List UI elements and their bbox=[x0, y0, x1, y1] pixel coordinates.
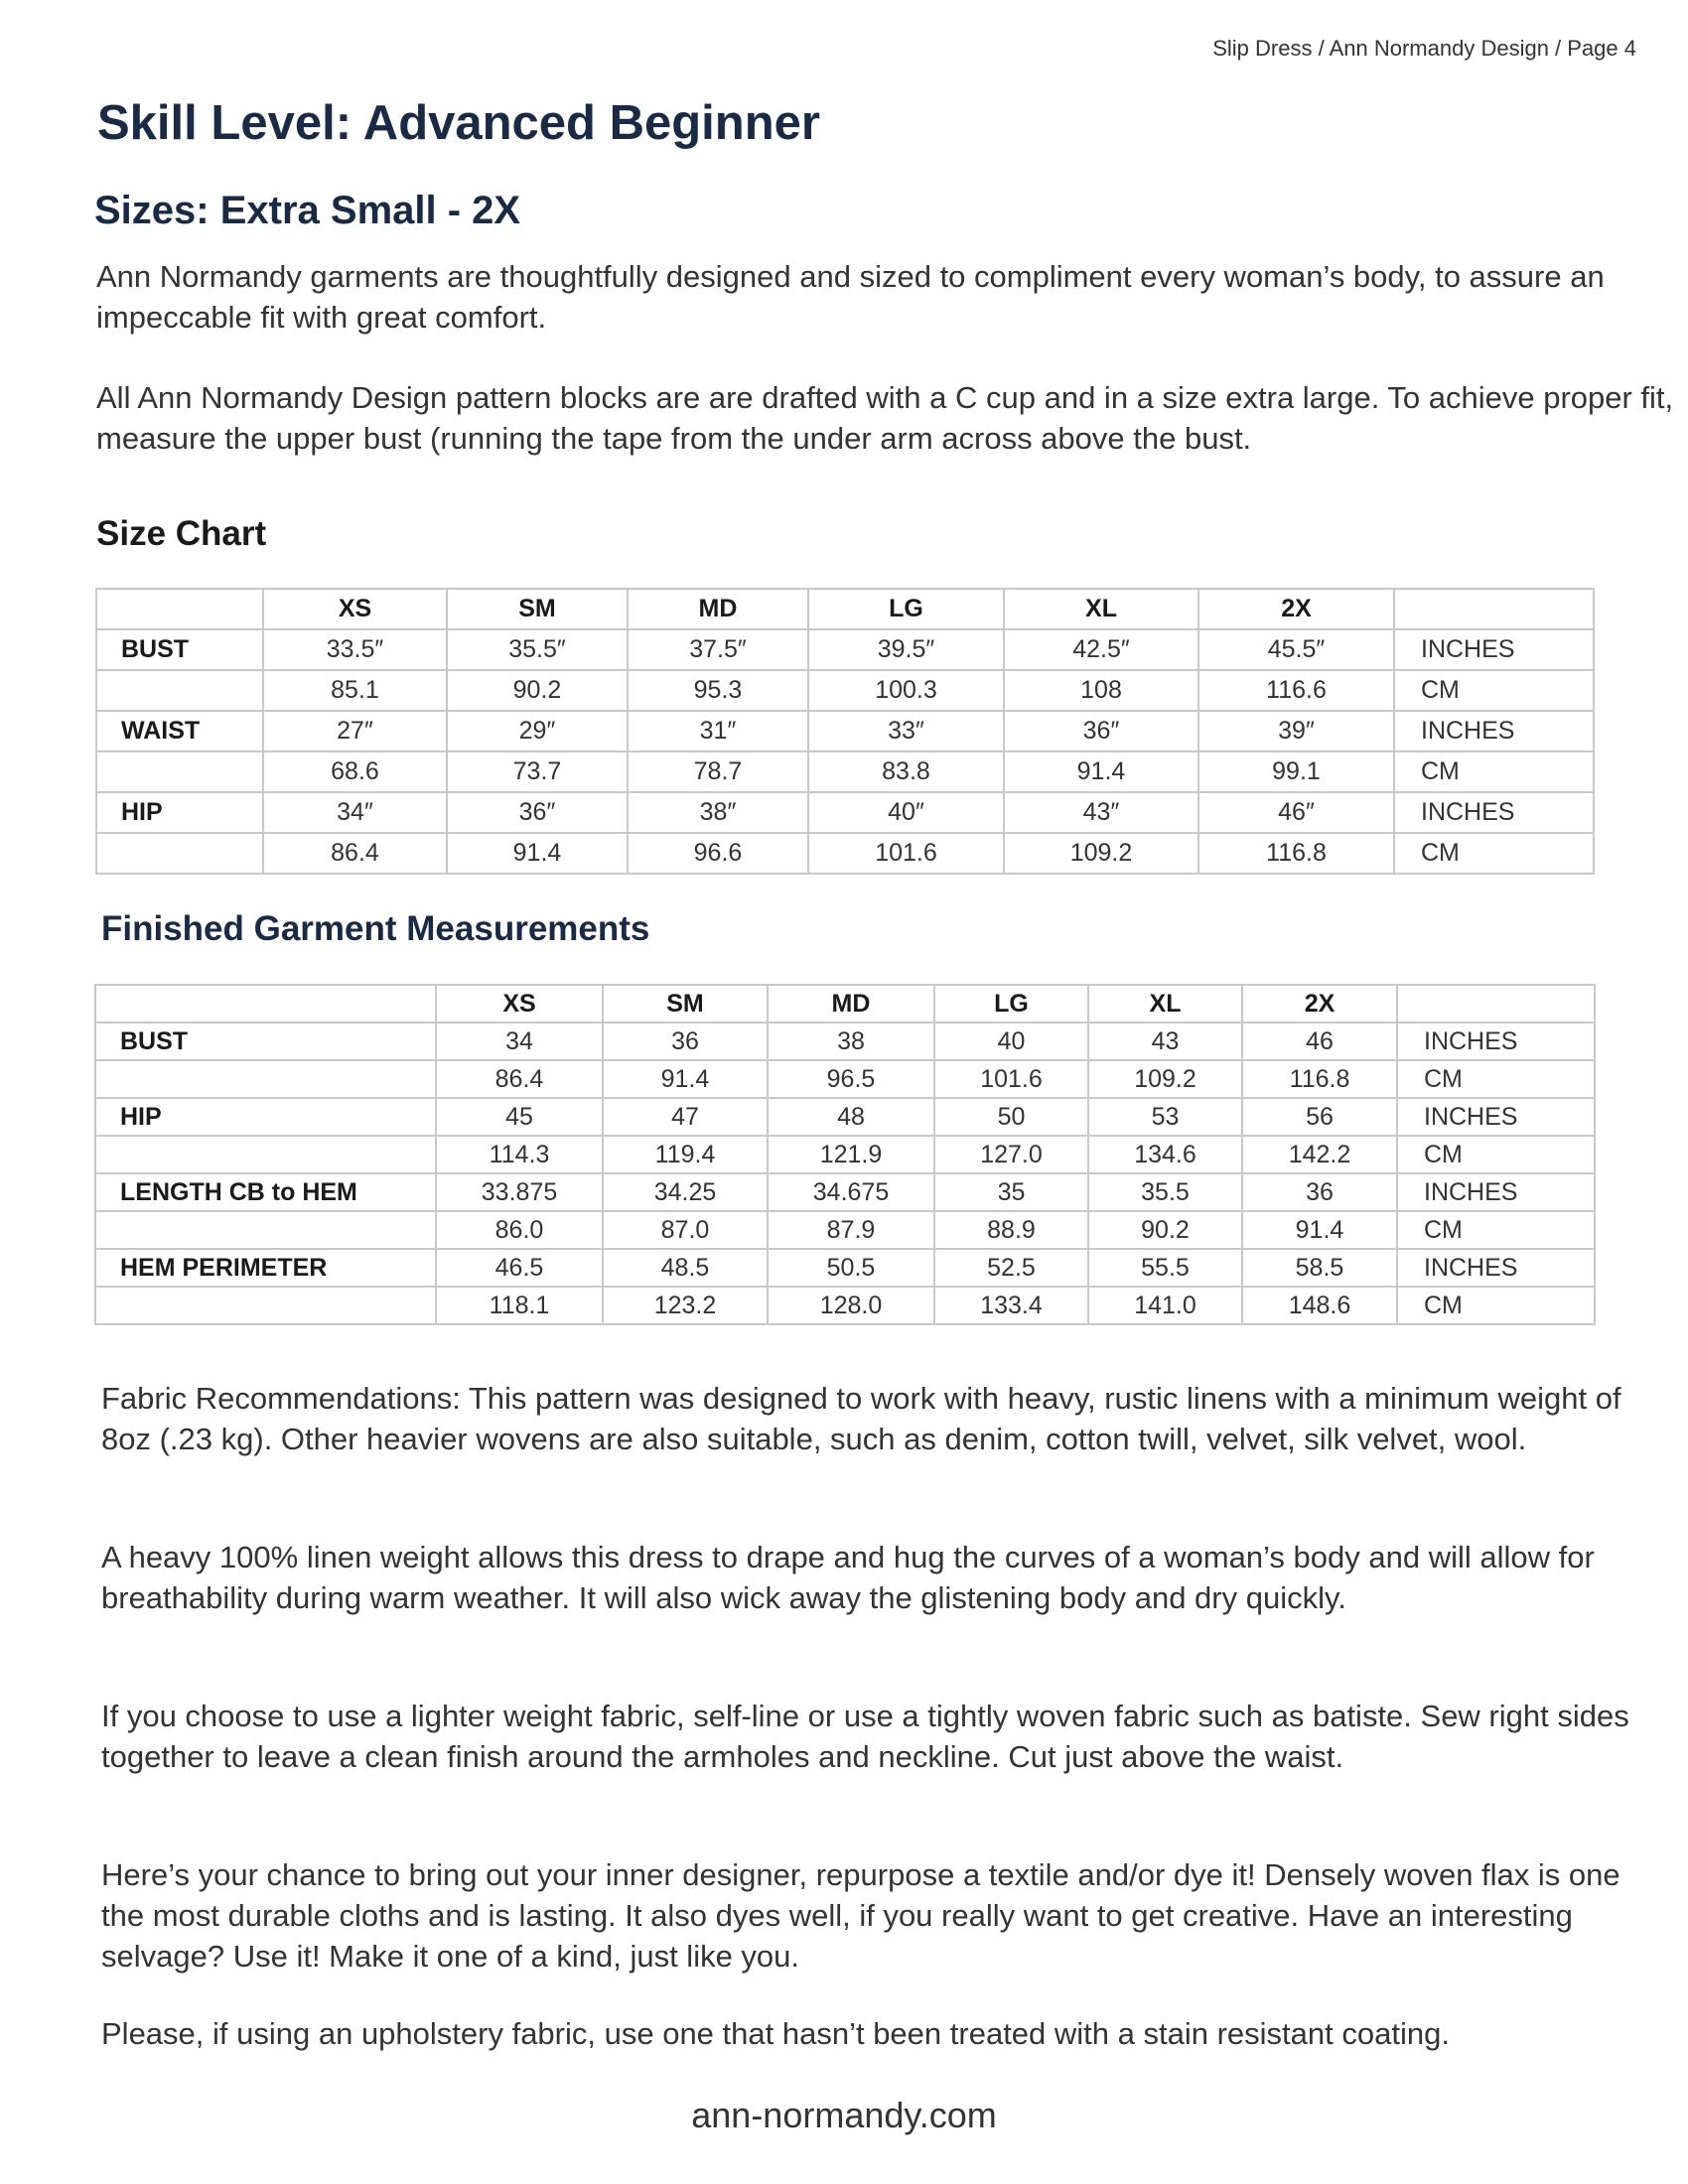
measurement-cell: 36 bbox=[1242, 1173, 1397, 1211]
column-header: 2X bbox=[1198, 589, 1394, 629]
measurement-cell: 116.6 bbox=[1198, 670, 1394, 711]
measurement-cell: 85.1 bbox=[263, 670, 447, 711]
measurement-cell: 50 bbox=[934, 1098, 1088, 1136]
measurement-cell: 58.5 bbox=[1242, 1249, 1397, 1287]
measurement-cell: 34 bbox=[436, 1023, 603, 1060]
measurement-cell: 96.5 bbox=[768, 1060, 934, 1098]
measurement-cell: 36 bbox=[603, 1023, 768, 1060]
measurement-cell: 87.0 bbox=[603, 1211, 768, 1249]
unit-cell: INCHES bbox=[1397, 1249, 1595, 1287]
measurement-cell: 118.1 bbox=[436, 1287, 603, 1324]
measurement-cell: 101.6 bbox=[934, 1060, 1088, 1098]
unit-header bbox=[1397, 985, 1595, 1023]
column-header: SM bbox=[447, 589, 628, 629]
row-label bbox=[96, 670, 263, 711]
measurement-cell: 68.6 bbox=[263, 751, 447, 792]
measurement-cell: 43″ bbox=[1004, 792, 1198, 833]
unit-cell: INCHES bbox=[1394, 711, 1594, 751]
measurement-cell: 39″ bbox=[1198, 711, 1394, 751]
measurement-cell: 90.2 bbox=[1088, 1211, 1242, 1249]
table-row bbox=[95, 1211, 1595, 1249]
fabric-paragraph: A heavy 100% linen weight allows this dress to drape and hug the curves of a woman’s body and will allow for breathability during warm weather. It will also wick away the glistening body and dry quickly. bbox=[101, 1540, 1595, 1615]
measurement-cell: 34″ bbox=[263, 792, 447, 833]
page-title: Skill Level: Advanced Beginner bbox=[97, 96, 820, 150]
table-row bbox=[95, 1098, 1595, 1136]
unit-header bbox=[1394, 589, 1594, 629]
measurement-cell: 50.5 bbox=[768, 1249, 934, 1287]
unit-cell: CM bbox=[1397, 1287, 1595, 1324]
table-row bbox=[96, 751, 1594, 792]
row-label: WAIST bbox=[96, 711, 263, 751]
finished-measurements-heading: Finished Garment Measurements bbox=[101, 909, 650, 948]
measurement-cell: 39.5″ bbox=[808, 629, 1004, 670]
measurement-cell: 40″ bbox=[808, 792, 1004, 833]
measurement-cell: 56 bbox=[1242, 1098, 1397, 1136]
measurement-cell: 48 bbox=[768, 1098, 934, 1136]
row-label: HIP bbox=[96, 792, 263, 833]
finished-measurements-table bbox=[94, 984, 1596, 1325]
fabric-paragraph: Fabric Recommendations: This pattern was designed to work with heavy, rustic linens with a minimum weight of 8oz (.23 kg). Other heavier wovens are also suitable, such as denim, cotton twill, velvet, silk velvet, wool. bbox=[101, 1381, 1621, 1456]
table-row bbox=[95, 1287, 1595, 1324]
measurement-cell: 95.3 bbox=[628, 670, 808, 711]
column-header: 2X bbox=[1242, 985, 1397, 1023]
table-row bbox=[96, 711, 1594, 751]
row-label bbox=[95, 1136, 436, 1173]
row-label: HEM PERIMETER bbox=[95, 1249, 436, 1287]
measurement-cell: 116.8 bbox=[1242, 1060, 1397, 1098]
header-row bbox=[95, 985, 1595, 1023]
measurement-cell: 133.4 bbox=[934, 1287, 1088, 1324]
measurement-cell: 46.5 bbox=[436, 1249, 603, 1287]
measurement-cell: 37.5″ bbox=[628, 629, 808, 670]
measurement-cell: 38 bbox=[768, 1023, 934, 1060]
measurement-cell: 47 bbox=[603, 1098, 768, 1136]
measurement-cell: 83.8 bbox=[808, 751, 1004, 792]
measurement-cell: 142.2 bbox=[1242, 1136, 1397, 1173]
unit-cell: CM bbox=[1397, 1060, 1595, 1098]
unit-cell: CM bbox=[1397, 1136, 1595, 1173]
measurement-cell: 116.8 bbox=[1198, 833, 1394, 874]
row-label: BUST bbox=[95, 1023, 436, 1060]
page-header: Slip Dress / Ann Normandy Design / Page 4 bbox=[1212, 36, 1636, 61]
measurement-cell: 109.2 bbox=[1004, 833, 1198, 874]
measurement-cell: 27″ bbox=[263, 711, 447, 751]
unit-cell: INCHES bbox=[1394, 792, 1594, 833]
row-label bbox=[96, 833, 263, 874]
measurement-cell: 148.6 bbox=[1242, 1287, 1397, 1324]
measurement-cell: 123.2 bbox=[603, 1287, 768, 1324]
measurement-cell: 86.4 bbox=[263, 833, 447, 874]
column-header: MD bbox=[768, 985, 934, 1023]
measurement-cell: 108 bbox=[1004, 670, 1198, 711]
measurement-cell: 55.5 bbox=[1088, 1249, 1242, 1287]
measurement-cell: 99.1 bbox=[1198, 751, 1394, 792]
measurement-cell: 128.0 bbox=[768, 1287, 934, 1324]
measurement-cell: 121.9 bbox=[768, 1136, 934, 1173]
measurement-cell: 53 bbox=[1088, 1098, 1242, 1136]
table-row bbox=[96, 629, 1594, 670]
column-header: MD bbox=[628, 589, 808, 629]
row-label: BUST bbox=[96, 629, 263, 670]
measurement-cell: 91.4 bbox=[1242, 1211, 1397, 1249]
table-row bbox=[95, 1023, 1595, 1060]
fabric-paragraph: Here’s your chance to bring out your inner designer, repurpose a textile and/or dye it! Densely woven flax is one the most durable cloths and is lasting. It also dyes well, if you really want to get creative. Have an interesting selvage? Use it! Make it one of a kind, just like you. bbox=[101, 1857, 1620, 1974]
measurement-cell: 119.4 bbox=[603, 1136, 768, 1173]
measurement-cell: 35.5 bbox=[1088, 1173, 1242, 1211]
table-row bbox=[96, 670, 1594, 711]
measurement-cell: 33″ bbox=[808, 711, 1004, 751]
row-label: LENGTH CB to HEM bbox=[95, 1173, 436, 1211]
measurement-cell: 34.675 bbox=[768, 1173, 934, 1211]
measurement-cell: 127.0 bbox=[934, 1136, 1088, 1173]
sizes-heading: Sizes: Extra Small - 2X bbox=[94, 189, 521, 232]
measurement-cell: 91.4 bbox=[447, 833, 628, 874]
measurement-cell: 114.3 bbox=[436, 1136, 603, 1173]
measurement-cell: 36″ bbox=[1004, 711, 1198, 751]
column-header: XS bbox=[263, 589, 447, 629]
column-header: XL bbox=[1004, 589, 1198, 629]
measurement-cell: 100.3 bbox=[808, 670, 1004, 711]
footer-url: ann-normandy.com bbox=[691, 2095, 997, 2135]
table-row bbox=[95, 1249, 1595, 1287]
measurement-cell: 33.875 bbox=[436, 1173, 603, 1211]
measurement-cell: 90.2 bbox=[447, 670, 628, 711]
measurement-cell: 38″ bbox=[628, 792, 808, 833]
size-chart-heading: Size Chart bbox=[96, 514, 267, 553]
unit-cell: CM bbox=[1394, 751, 1594, 792]
column-header: LG bbox=[808, 589, 1004, 629]
measurement-cell: 45 bbox=[436, 1098, 603, 1136]
row-label bbox=[96, 751, 263, 792]
column-header: XS bbox=[436, 985, 603, 1023]
column-header: SM bbox=[603, 985, 768, 1023]
row-label: HIP bbox=[95, 1098, 436, 1136]
measurement-cell: 31″ bbox=[628, 711, 808, 751]
measurement-cell: 35 bbox=[934, 1173, 1088, 1211]
measurement-cell: 141.0 bbox=[1088, 1287, 1242, 1324]
measurement-cell: 43 bbox=[1088, 1023, 1242, 1060]
table-row bbox=[95, 1136, 1595, 1173]
measurement-cell: 52.5 bbox=[934, 1249, 1088, 1287]
corner-cell bbox=[95, 985, 436, 1023]
measurement-cell: 46 bbox=[1242, 1023, 1397, 1060]
column-header: XL bbox=[1088, 985, 1242, 1023]
measurement-cell: 36″ bbox=[447, 792, 628, 833]
measurement-cell: 33.5″ bbox=[263, 629, 447, 670]
measurement-cell: 35.5″ bbox=[447, 629, 628, 670]
table-row bbox=[95, 1060, 1595, 1098]
row-label bbox=[95, 1060, 436, 1098]
measurement-cell: 88.9 bbox=[934, 1211, 1088, 1249]
measurement-cell: 45.5″ bbox=[1198, 629, 1394, 670]
measurement-cell: 101.6 bbox=[808, 833, 1004, 874]
measurement-cell: 91.4 bbox=[603, 1060, 768, 1098]
unit-cell: INCHES bbox=[1394, 629, 1594, 670]
measurement-cell: 109.2 bbox=[1088, 1060, 1242, 1098]
column-header: LG bbox=[934, 985, 1088, 1023]
table-row bbox=[96, 833, 1594, 874]
measurement-cell: 34.25 bbox=[603, 1173, 768, 1211]
measurement-cell: 46″ bbox=[1198, 792, 1394, 833]
table-row bbox=[95, 1173, 1595, 1211]
unit-cell: CM bbox=[1397, 1211, 1595, 1249]
row-label bbox=[95, 1211, 436, 1249]
fabric-paragraph: If you choose to use a lighter weight fabric, self-line or use a tightly woven fabric such as batiste. Sew right sides together to leave a clean finish around the armholes and neckline. Cut just above the waist. bbox=[101, 1699, 1629, 1774]
unit-cell: CM bbox=[1394, 833, 1594, 874]
unit-cell: INCHES bbox=[1397, 1098, 1595, 1136]
unit-cell: INCHES bbox=[1397, 1023, 1595, 1060]
measurement-cell: 96.6 bbox=[628, 833, 808, 874]
unit-cell: CM bbox=[1394, 670, 1594, 711]
table-row bbox=[96, 792, 1594, 833]
intro-paragraph: Ann Normandy garments are thoughtfully designed and sized to compliment every woman’s body, to assure an impeccable fit with great comfort. bbox=[96, 259, 1605, 335]
measurement-cell: 73.7 bbox=[447, 751, 628, 792]
row-label bbox=[95, 1287, 436, 1324]
fabric-paragraph: Please, if using an upholstery fabric, use one that hasn’t been treated with a stain resistant coating. bbox=[101, 2016, 1450, 2051]
measurement-cell: 48.5 bbox=[603, 1249, 768, 1287]
measurement-cell: 91.4 bbox=[1004, 751, 1198, 792]
unit-cell: INCHES bbox=[1397, 1173, 1595, 1211]
measurement-cell: 78.7 bbox=[628, 751, 808, 792]
size-chart-table bbox=[95, 588, 1595, 875]
measurement-cell: 42.5″ bbox=[1004, 629, 1198, 670]
measurement-cell: 86.0 bbox=[436, 1211, 603, 1249]
intro-paragraph: All Ann Normandy Design pattern blocks are are drafted with a C cup and in a size extra large. To achieve proper fit, measure the upper bust (running the tape from the under arm across above the bust. bbox=[96, 380, 1674, 456]
measurement-cell: 40 bbox=[934, 1023, 1088, 1060]
measurement-cell: 134.6 bbox=[1088, 1136, 1242, 1173]
measurement-cell: 87.9 bbox=[768, 1211, 934, 1249]
measurement-cell: 29″ bbox=[447, 711, 628, 751]
corner-cell bbox=[96, 589, 263, 629]
header-row bbox=[96, 589, 1594, 629]
measurement-cell: 86.4 bbox=[436, 1060, 603, 1098]
